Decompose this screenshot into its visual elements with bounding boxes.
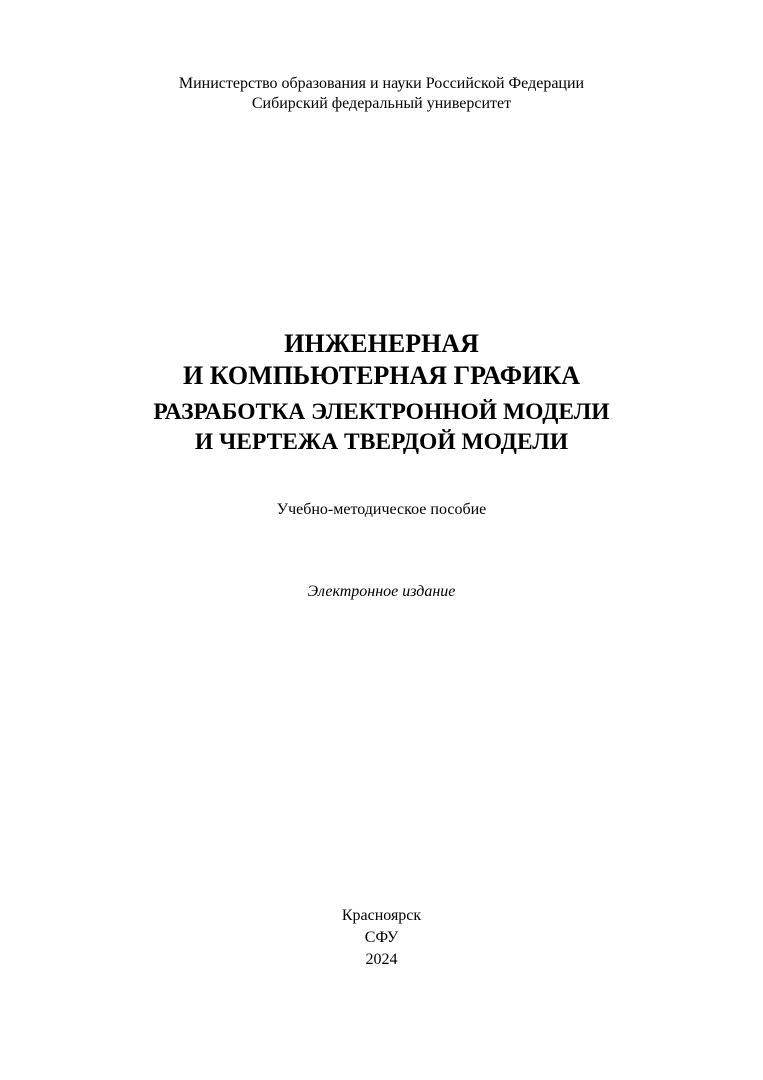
imprint-year: 2024 bbox=[365, 951, 398, 968]
publisher-header bbox=[0, 74, 763, 114]
university-name: Сибирский федеральный университет bbox=[251, 95, 512, 112]
edition-note: Электронное издание bbox=[307, 583, 456, 600]
book-subtitle-line-2: И ЧЕРТЕЖА ТВЕРДОЙ МОДЕЛИ bbox=[194, 429, 569, 455]
imprint bbox=[0, 905, 763, 971]
book-title-line-2: И КОМПЬЮТЕРНАЯ ГРАФИКА bbox=[183, 361, 580, 390]
book-title bbox=[0, 328, 763, 392]
ministry-name: Министерство образования и науки Российской Федерации bbox=[178, 75, 585, 92]
book-subtitle-line-1: РАЗРАБОТКА ЭЛЕКТРОННОЙ МОДЕЛИ bbox=[153, 399, 610, 425]
book-subtitle bbox=[0, 397, 763, 457]
document-type: Учебно-методическое пособие bbox=[276, 501, 487, 518]
book-title-line-1: ИНЖЕНЕРНАЯ bbox=[284, 329, 479, 358]
imprint-publisher: СФУ bbox=[364, 929, 399, 946]
imprint-city: Красноярск bbox=[341, 907, 422, 924]
